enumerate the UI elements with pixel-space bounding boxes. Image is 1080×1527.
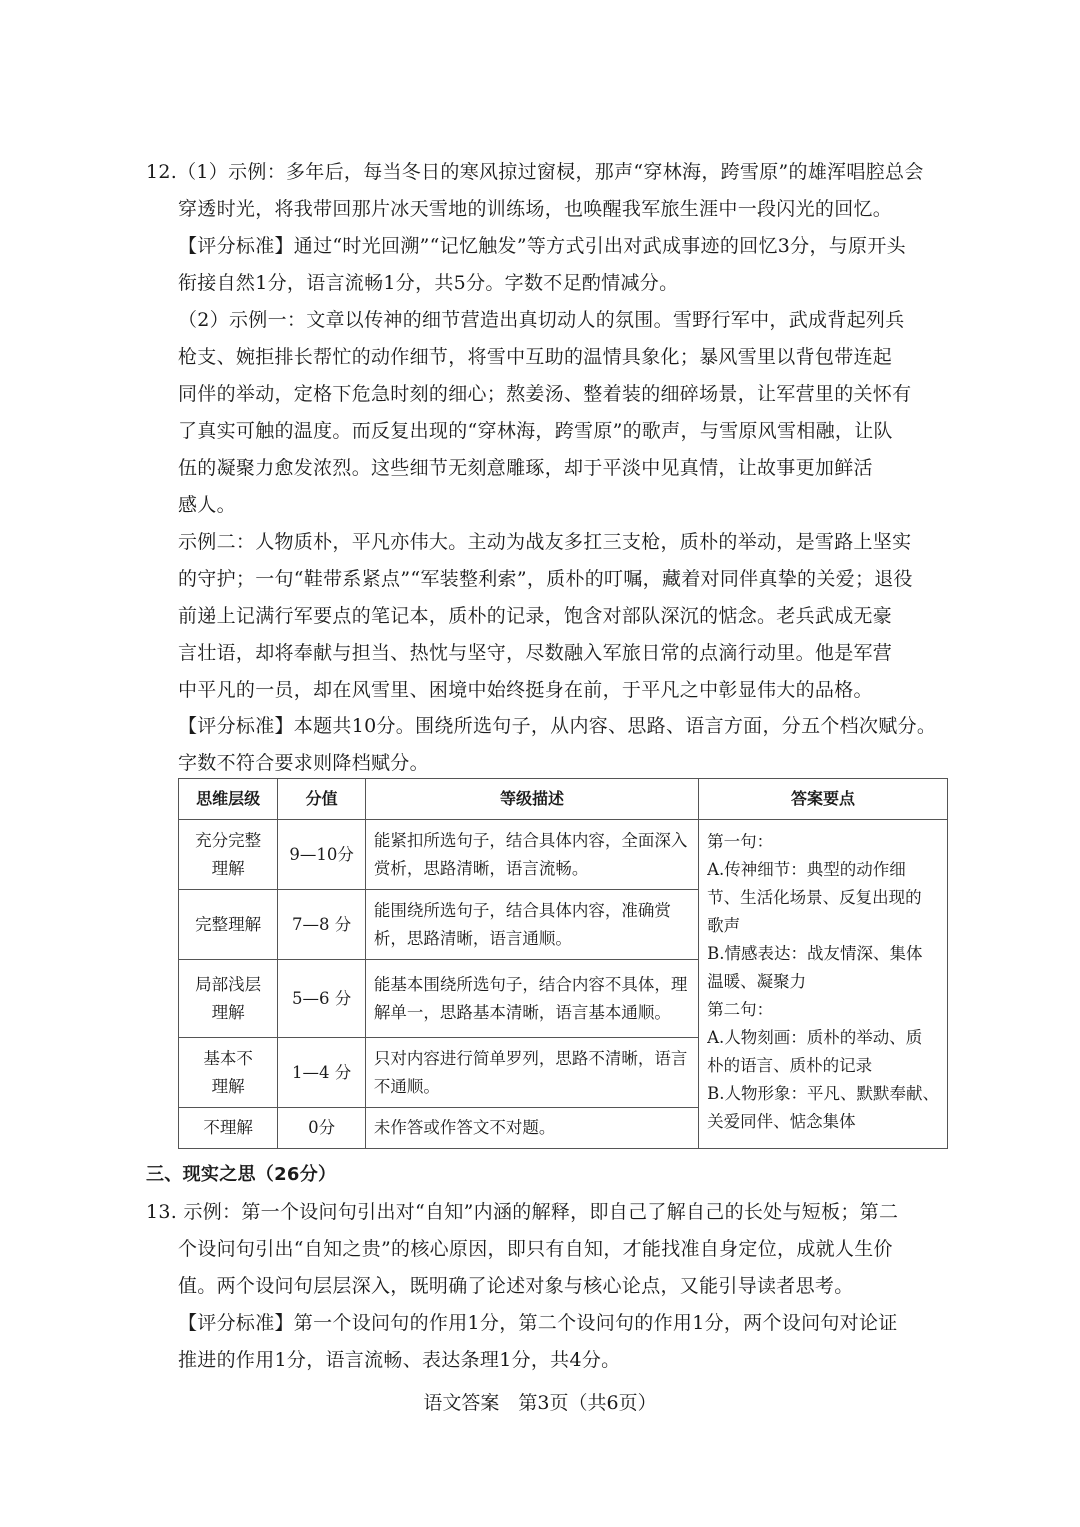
example2-line: 言壮语，却将奉献与担当、热忱与坚守，尽数融入军旅日常的点滴行动里。他是军营 (178, 642, 893, 664)
answer-points-cell (699, 820, 948, 1149)
level-cell: 充分完整 理解 (179, 820, 278, 890)
example2-line: 示例二：人物质朴，平凡亦伟大。主动为战友多扛三支枪，质朴的举动，是雪路上坚实 (178, 531, 912, 553)
header-thinking-level: 思维层级 (179, 779, 278, 820)
score-cell: 5—6 分 (278, 960, 366, 1038)
table-header-row (179, 779, 948, 820)
answer-point: 歌声 (707, 916, 741, 935)
example1-line: 了真实可触的温度。而反复出现的“穿林海，跨雪原”的歌声，与雪原风雪相融，让队 (178, 420, 893, 442)
header-score: 分值 (278, 779, 366, 820)
section3-heading: 三、现实之思（26分） (146, 1164, 337, 1185)
description-cell: 能围绕所选句子，结合具体内容，准确赏析，思路清晰，语言通顺。 (365, 890, 698, 960)
answer-point: A.人物刻画：质朴的举动、质 (707, 1028, 923, 1047)
example2-line: 前递上记满行军要点的笔记本，质朴的记录，饱含对部队深沉的惦念。老兵武成无豪 (178, 605, 893, 627)
description-cell: 未作答或作答文不对题。 (365, 1108, 698, 1149)
answer-point: 节、生活化场景、反复出现的 (707, 888, 922, 907)
level-cell: 局部浅层 理解 (179, 960, 278, 1038)
score-cell: 0分 (278, 1108, 366, 1149)
example2-line: 的守护；一句“鞋带系紧点”“军装整利索”，质朴的叮嘱，藏着对同伴真挚的关爱；退役 (178, 568, 913, 590)
criteria-line: 字数不符合要求则降档赋分。 (178, 752, 429, 774)
answer-point: B.人物形象：平凡、默默奉献、 (707, 1084, 939, 1103)
level-cell: 不理解 (179, 1108, 278, 1149)
page-footer: 语文答案 第3页（共6页） (423, 1392, 657, 1414)
q13-line: 值。两个设问句层层深入，既明确了论述对象与核心论点，又能引导读者思考。 (178, 1275, 854, 1297)
answer-point: 关爱同伴、惦念集体 (707, 1112, 856, 1131)
example1-line: 枪支、婉拒排长帮忙的动作细节，将雪中互助的温情具象化；暴风雪里以背包带连起 (178, 346, 893, 368)
description-cell: 能紧扣所选句子，结合具体内容，全面深入赏析，思路清晰，语言流畅。 (365, 820, 698, 890)
header-answer-points: 答案要点 (699, 779, 948, 820)
q12-criteria (178, 708, 958, 782)
q13-criteria: 推进的作用1分，语言流畅、表达条理1分，共4分。 (178, 1349, 621, 1371)
table-row (179, 820, 948, 890)
q12-part2-example2 (178, 524, 958, 709)
example1-line: （2）示例一：文章以传神的细节营造出真切动人的氛围。雪野行军中，武成背起列兵 (178, 309, 905, 331)
example1-line: 伍的凝聚力愈发浓烈。这些细节无刻意雕琢，却于平淡中见真情，让故事更加鲜活 (178, 457, 873, 479)
answer-point: 第一句： (707, 832, 774, 851)
q13 (146, 1194, 956, 1379)
q12-part2-example1 (178, 302, 958, 524)
level-cell: 基本不 理解 (179, 1038, 278, 1108)
q13-criteria: 【评分标准】第一个设问句的作用1分，第二个设问句的作用1分，两个设问句对论证 (178, 1312, 898, 1334)
header-grade-description: 等级描述 (365, 779, 698, 820)
q12-part1-criteria: 衔接自然1分，语言流畅1分，共5分。字数不足酌情减分。 (178, 272, 679, 294)
example2-line: 中平凡的一员，却在风雪里、困境中始终挺身在前，于平凡之中彰显伟大的品格。 (178, 679, 873, 701)
q12-part1 (146, 154, 956, 302)
score-cell: 1—4 分 (278, 1038, 366, 1108)
answer-point: 第二句： (707, 1000, 774, 1019)
q13-line: 13. 示例：第一个设问句引出对“自知”内涵的解释，即自己了解自己的长处与短板；第二 (146, 1201, 899, 1223)
score-cell: 9—10分 (278, 820, 366, 890)
description-cell: 只对内容进行简单罗列，思路不清晰，语言不通顺。 (365, 1038, 698, 1108)
example1-line: 感人。 (178, 494, 236, 516)
q12-part1-criteria: 【评分标准】通过“时光回溯”“记忆触发”等方式引出对武成事迹的回忆3分，与原开头 (178, 235, 906, 257)
description-cell: 能基本围绕所选句子，结合内容不具体，理解单一，思路基本清晰，语言基本通顺。 (365, 960, 698, 1038)
answer-point: A.传神细节：典型的动作细 (707, 860, 906, 879)
answer-point: 温暖、凝聚力 (707, 972, 807, 991)
criteria-line: 【评分标准】本题共10分。围绕所选句子，从内容、思路、语言方面，分五个档次赋分。 (178, 715, 937, 737)
q12-part1-line: 12.（1）示例：多年后，每当冬日的寒风掠过窗棂，那声“穿林海，跨雪原”的雄浑唱腔总会 (146, 161, 924, 183)
score-cell: 7—8 分 (278, 890, 366, 960)
q12-part1-line: 穿透时光，将我带回那片冰天雪地的训练场，也唤醒我军旅生涯中一段闪光的回忆。 (178, 198, 893, 220)
example1-line: 同伴的举动，定格下危急时刻的细心；熬姜汤、整着装的细碎场景，让军营里的关怀有 (178, 383, 912, 405)
q13-line: 个设问句引出“自知之贵”的核心原因，即只有自知，才能找准自身定位，成就人生价 (178, 1238, 893, 1260)
scoring-table (178, 778, 948, 1149)
answer-point: B.情感表达：战友情深、集体 (707, 944, 923, 963)
answer-point: 朴的语言、质朴的记录 (707, 1056, 873, 1075)
level-cell: 完整理解 (179, 890, 278, 960)
